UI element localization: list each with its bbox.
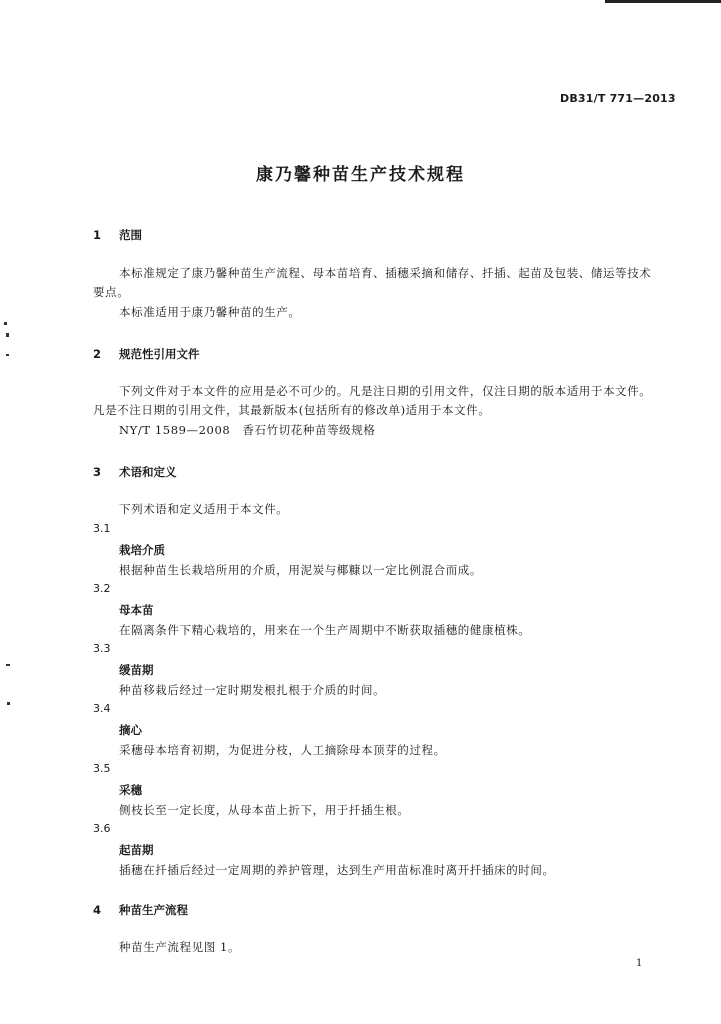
section-title: 范围 bbox=[119, 228, 142, 242]
section-title: 规范性引用文件 bbox=[119, 347, 200, 361]
paragraph: 种苗生产流程见图 1。 bbox=[119, 940, 241, 954]
term-number: 3.4 bbox=[93, 702, 111, 715]
scan-speck bbox=[6, 333, 9, 337]
term-definition: 在隔离条件下精心栽培的，用来在一个生产周期中不断获取插穗的健康植株。 bbox=[119, 623, 531, 637]
term-number: 3.1 bbox=[93, 522, 111, 535]
section-number: 4 bbox=[93, 903, 102, 917]
scan-speck bbox=[6, 354, 9, 356]
scan-speck bbox=[6, 664, 10, 666]
term-definition: 种苗移栽后经过一定时期发根扎根于介质的时间。 bbox=[119, 683, 386, 697]
term-name: 母本苗 bbox=[119, 603, 154, 617]
term-definition: 插穗在扦插后经过一定周期的养护管理，达到生产用苗标准时离开扦插床的时间。 bbox=[119, 863, 555, 877]
scan-speck bbox=[7, 702, 10, 705]
term-name: 缓苗期 bbox=[119, 663, 154, 677]
paragraph: 下列文件对于本文件的应用是必不可少的。凡是注日期的引用文件，仅注日期的版本适用于本文件。凡是不注日期的引用文件，其最新版本(包括所有的修改单)适用于本文件。 bbox=[93, 384, 652, 417]
section-number: 2 bbox=[93, 347, 102, 361]
term-number: 3.2 bbox=[93, 582, 111, 595]
section-heading-1 bbox=[93, 227, 142, 243]
document-number: DB31/T 771—2013 bbox=[560, 92, 676, 105]
document-title: 康乃馨种苗生产技术规程 bbox=[256, 165, 465, 185]
section-heading-4 bbox=[93, 902, 188, 918]
section-heading-3 bbox=[93, 464, 177, 480]
scan-speck bbox=[4, 322, 7, 325]
term-number: 3.3 bbox=[93, 642, 111, 655]
term-name: 起苗期 bbox=[119, 843, 154, 857]
paragraph: 本标准适用于康乃馨种苗的生产。 bbox=[119, 305, 301, 319]
scan-edge-bar bbox=[605, 0, 721, 3]
paragraph: 下列术语和定义适用于本文件。 bbox=[119, 502, 289, 516]
section-heading-2 bbox=[93, 346, 200, 362]
term-name: 摘心 bbox=[119, 723, 142, 737]
term-number: 3.5 bbox=[93, 762, 111, 775]
section-title: 术语和定义 bbox=[119, 465, 177, 479]
term-name: 采穗 bbox=[119, 783, 142, 797]
term-name: 栽培介质 bbox=[119, 543, 165, 557]
term-definition: 侧枝长至一定长度，从母本苗上折下，用于扦插生根。 bbox=[119, 803, 410, 817]
paragraph: 本标准规定了康乃馨种苗生产流程、母本苗培育、插穗采摘和储存、扦插、起苗及包装、储运等技术要点。 bbox=[93, 266, 652, 299]
section-number: 3 bbox=[93, 465, 102, 479]
page-number: 1 bbox=[636, 958, 643, 969]
term-definition: 采穗母本培育初期，为促进分枝，人工摘除母本顶芽的过程。 bbox=[119, 743, 446, 757]
section-title: 种苗生产流程 bbox=[119, 903, 188, 917]
term-definition: 根据种苗生长栽培所用的介质，用泥炭与椰糠以一定比例混合而成。 bbox=[119, 563, 482, 577]
normative-reference: NY/T 1589—2008 香石竹切花种苗等级规格 bbox=[119, 423, 376, 437]
section-number: 1 bbox=[93, 228, 102, 242]
term-number: 3.6 bbox=[93, 822, 111, 835]
